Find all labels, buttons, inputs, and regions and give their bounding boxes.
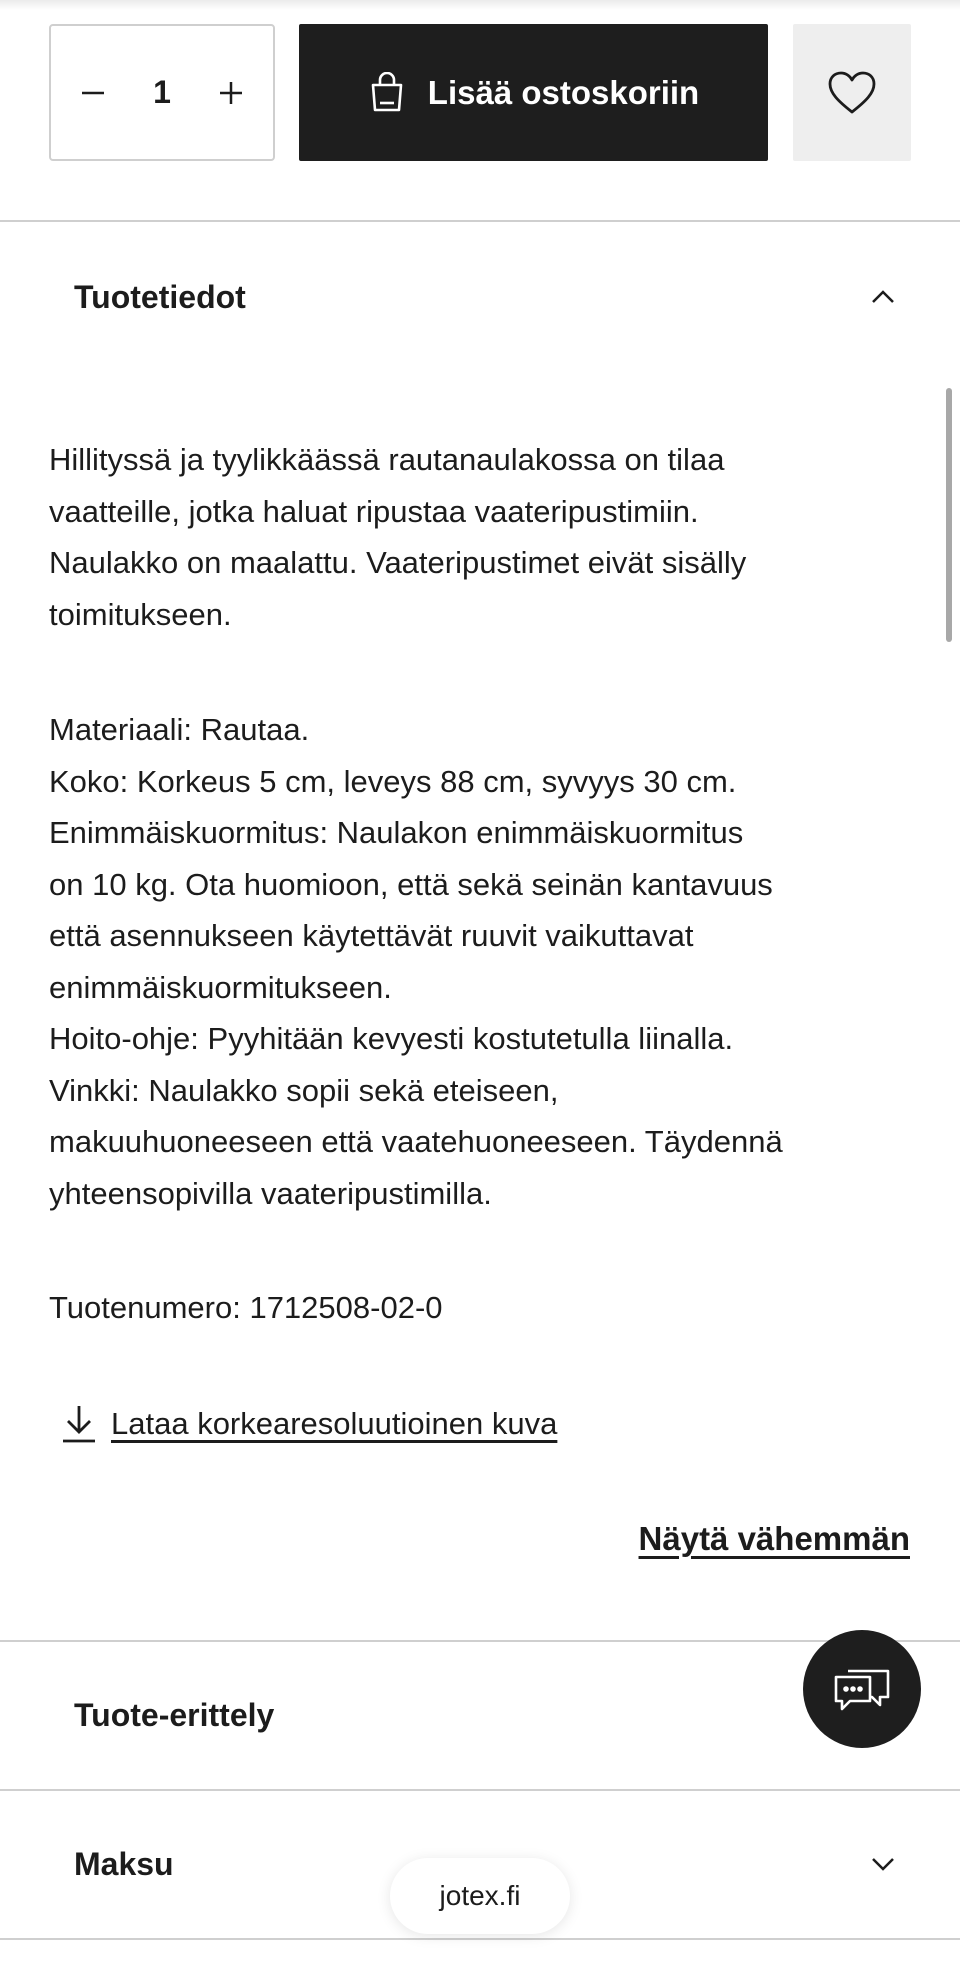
quantity-stepper	[49, 24, 275, 161]
chat-button[interactable]	[803, 1630, 921, 1748]
chevron-down-icon	[870, 1856, 896, 1872]
download-image-label: Lataa korkearesoluutioinen kuva	[111, 1406, 558, 1441]
detail-line: Materiaali: Rautaa.	[49, 712, 310, 747]
product-details	[49, 704, 909, 1219]
detail-line: enimmäiskuormitukseen.	[49, 969, 392, 1005]
sticky-bar-shadow	[0, 0, 960, 10]
chat-icon	[830, 1661, 894, 1717]
divider	[0, 220, 960, 222]
increase-quantity-button[interactable]	[211, 73, 251, 113]
detail-line: Koko: Korkeus 5 cm, leveys 88 cm, syvyys 30 cm.	[49, 763, 737, 799]
accordion-product-info-header[interactable]	[0, 224, 960, 370]
chevron-up-icon	[870, 289, 896, 305]
decrease-quantity-button[interactable]	[73, 73, 113, 113]
detail-line: Vinkki: Naulakko sopii sekä eteiseen,	[49, 1072, 559, 1108]
description-line: Naulakko on maalattu. Vaateripustimet eivät sisälly	[49, 545, 747, 580]
detail-line: makuuhuoneeseen että vaatehuoneeseen. Täydennä	[49, 1124, 783, 1159]
add-to-cart-label: Lisää ostoskoriin	[427, 73, 700, 111]
quantity-value[interactable]: 1	[153, 74, 171, 110]
scrollbar-thumb[interactable]	[946, 388, 952, 642]
detail-line: Enimmäiskuormitus: Naulakon enimmäiskuormitus	[49, 815, 744, 850]
shopping-bag-icon	[368, 72, 406, 114]
detail-line: Hoito-ohje: Pyyhitään kevyesti kostutetulla liinalla.	[49, 1021, 734, 1056]
divider	[0, 1938, 960, 1940]
accordion-payment-title: Maksu	[74, 1845, 174, 1882]
browser-domain: jotex.fi	[439, 1880, 521, 1911]
detail-line: että asennukseen käytettävät ruuvit vaikuttavat	[49, 918, 694, 953]
download-icon	[59, 1403, 99, 1445]
show-less-link[interactable]: Näytä vähemmän	[638, 1520, 910, 1557]
wishlist-button[interactable]	[793, 24, 911, 161]
description-line: Hillityssä ja tyylikkäässä rautanaulakossa on tilaa	[49, 442, 725, 477]
description-line: vaatteille, jotka haluat ripustaa vaateripustimiin.	[49, 493, 699, 529]
description-line: toimitukseen.	[49, 596, 232, 632]
detail-line: yhteensopivilla vaateripustimilla.	[49, 1175, 492, 1211]
product-number-text: Tuotenumero: 1712508-02-0	[49, 1290, 443, 1325]
product-description	[49, 434, 909, 640]
add-to-cart-button[interactable]	[299, 24, 768, 161]
plus-icon	[217, 79, 245, 107]
heart-icon	[827, 70, 877, 116]
detail-line: on 10 kg. Ota huomioon, että sekä seinän kantavuus	[49, 866, 773, 902]
accordion-product-info-title: Tuotetiedot	[74, 278, 246, 315]
browser-address-pill[interactable]	[390, 1858, 570, 1934]
minus-icon	[79, 79, 107, 107]
product-number	[49, 1282, 909, 1334]
accordion-specification-title: Tuote-erittely	[74, 1696, 275, 1733]
download-image-link[interactable]	[59, 1398, 557, 1450]
